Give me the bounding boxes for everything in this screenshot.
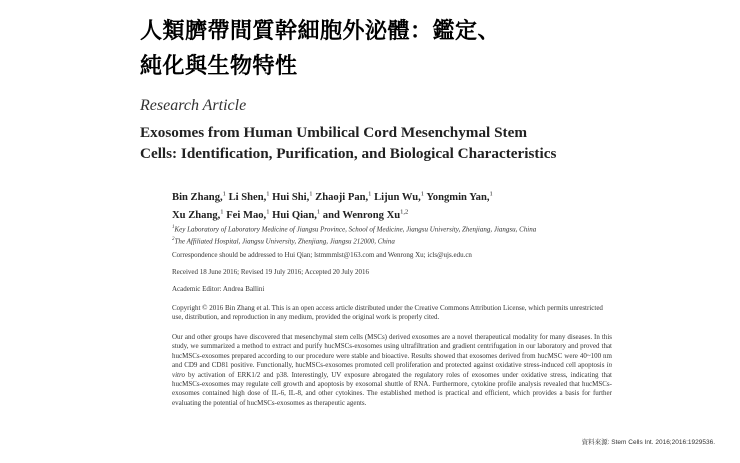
abstract: Our and other groups have discovered that mesenchymal stem cells (MSCs) derived exosomes are a novel therapeutical modality for many diseases. In this study, we summarized a method to extract and purify hucMSCs-exosomes using ultrafiltration and gradient centrifugation in our laboratory and proved that hucMSCs-exosomes prepared according to our procedure were stable and bioactive. Results showed that exosomes derived from hucMSC were 40~100 nm and CD9 and CD81 positive. Functionally, hucMSCs-exosomes promoted cell proliferation and protected against oxidative stress-induced cell apoptosis in vitro by activation of ERK1/2 and p38. Interestingly, UV exposure abrogated the regulatory roles of exosomes under oxidative stress, indicating that hucMSCs-exosomes may regulate cell growth and apoptosis by exosomal shuttle of RNA. Furthermore, cytokine profile analysis revealed that hucMSCs-exosomes contained high dose of IL-6, IL-8, and other cytokines. The established method is practical and efficient, which provides a basis for further evaluating the potential of hucMSCs-exosomes as therapeutic agents. (172, 333, 612, 407)
author: Li Shen,$^1$ (228, 190, 270, 203)
affiliation: $^2$The Affiliated Hospital, Jiangsu University, Zhenjiang, Jiangsu 212000, China (172, 236, 395, 246)
author: Zhaoji Pan,$^1$ (315, 190, 372, 203)
paper-header (140, 96, 610, 164)
author-list (172, 186, 612, 223)
author: Fei Mao,$^1$ (226, 208, 270, 222)
academic-editor: Academic Editor: Andrea Ballini (172, 285, 265, 293)
author: and Wenrong Xu$^{1,2}$ (322, 208, 409, 222)
author: Lijun Wu,$^1$ (374, 190, 425, 203)
affiliations (172, 223, 612, 246)
author: Hui Qian,$^1$ (272, 208, 321, 222)
slide-title (140, 14, 700, 84)
author: Hui Shi,$^1$ (272, 190, 313, 203)
correspondence: Correspondence should be addressed to Hui Qian; lstmmmlst@163.com and Wenrong Xu; icls@ujs.edu.cn (172, 251, 472, 259)
author: Xu Zhang,$^1$ (172, 208, 224, 222)
author: Yongmin Yan,$^1$ (426, 190, 493, 203)
publication-dates: Received 18 June 2016; Revised 19 July 2016; Accepted 20 July 2016 (172, 268, 369, 276)
slide-title-line1: 人類臍帶間質幹細胞外泌體：鑑定、 (140, 19, 501, 44)
author: Bin Zhang,$^1$ (172, 190, 226, 203)
slide-title-line2: 純化與生物特性 (140, 54, 298, 79)
paper-title-line1: Exosomes from Human Umbilical Cord Mesenchymal Stem (140, 124, 527, 141)
paper-title-line2: Cells: Identification, Purification, and Biological Characteristics (140, 145, 557, 162)
copyright-notice: Copyright © 2016 Bin Zhang et al. This is an open access article distributed under the Creative Commons Attribution License, which permits unrestricted use, distribution, and reproduction in any medium, provided the original work is properly cited. (172, 304, 603, 322)
affiliation: $^1$Key Laboratory of Laboratory Medicine of Jiangsu Province, School of Medicine, Jiangsu University, Zhenjiang, Jiangsu, China (172, 225, 537, 234)
article-type: Research Article (140, 97, 247, 114)
source-citation: 資料來源: Stem Cells Int. 2016;2016:1929536. (581, 439, 715, 446)
paper-title (140, 122, 620, 164)
